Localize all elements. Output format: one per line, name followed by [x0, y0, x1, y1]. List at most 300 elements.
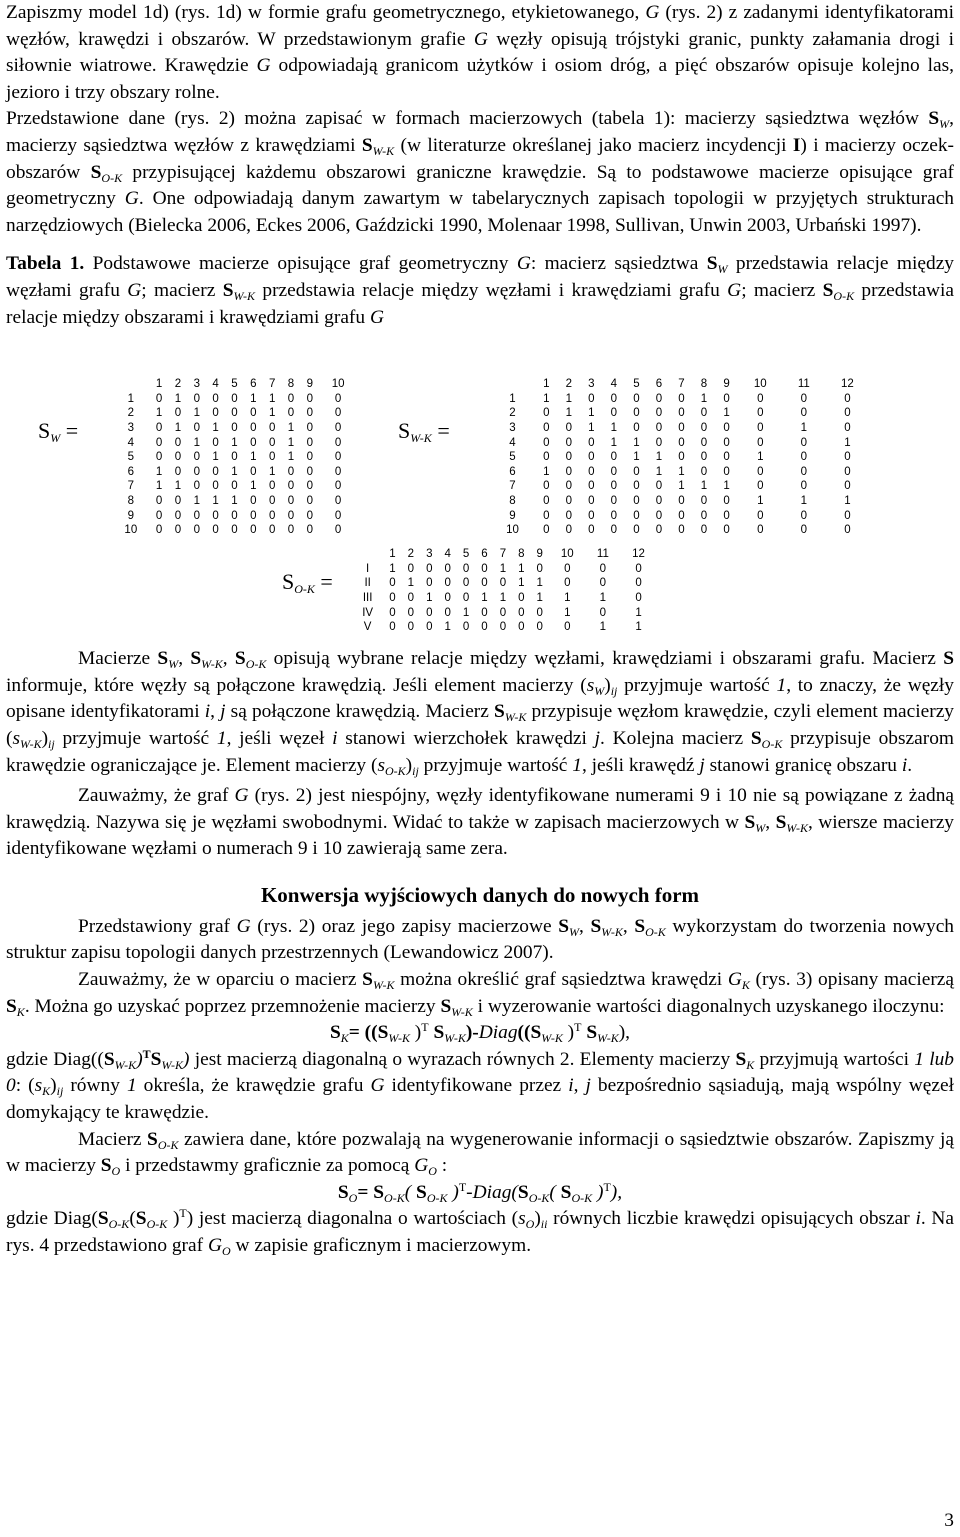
matrix-col-header: 6 [655, 378, 663, 391]
matrix-cell: 0 [633, 465, 640, 478]
matrix-cell: 0 [231, 509, 238, 522]
matrix-cell: 0 [723, 465, 730, 478]
matrix-cell: 0 [250, 495, 257, 508]
matrix-cell: 0 [334, 480, 342, 493]
matrix-cell: 1 [844, 495, 851, 508]
matrix-row-header: 6 [127, 465, 135, 478]
matrix-cell: 1 [268, 392, 276, 405]
matrix-row-header: 10 [124, 524, 138, 537]
matrix-row-header: 9 [509, 509, 516, 522]
matrix-row [490, 494, 870, 509]
matrix-cell: 0 [212, 480, 219, 493]
swk-matrix-table [490, 377, 870, 538]
matrix-cell: 0 [287, 465, 295, 478]
matrix-cell: 0 [250, 465, 257, 478]
matrix-cell: 0 [174, 495, 182, 508]
matrix-cell: 0 [231, 407, 238, 420]
matrix-cell: 1 [800, 495, 808, 508]
matrix-cell: 0 [407, 621, 415, 634]
matrix-row [352, 605, 657, 620]
matrix-corner [352, 547, 383, 562]
matrix-cell: 0 [844, 524, 851, 537]
matrix-cell: 0 [543, 509, 550, 522]
matrix-cell: 0 [250, 407, 257, 420]
matrix-row-header: 10 [506, 524, 519, 537]
matrix-cell: 0 [250, 422, 257, 435]
matrix-col-header: 1 [543, 378, 550, 391]
matrix-cell: 0 [543, 480, 550, 493]
matrix-cell: 0 [844, 509, 851, 522]
matrix-cell: 0 [599, 562, 607, 575]
matrix-cell: 0 [334, 422, 342, 435]
matrix-cell: 0 [543, 524, 550, 537]
section-heading: Konwersja wyjściowych danych do nowych form [260, 882, 700, 907]
matrix-cell: 0 [174, 524, 182, 537]
matrix-cell: 0 [306, 451, 314, 464]
matrix-cell: 0 [610, 509, 618, 522]
matrix-cell: 1 [635, 621, 642, 634]
matrix-cell: 0 [268, 509, 276, 522]
matrix-cell: 0 [334, 495, 342, 508]
matrix-cell: 0 [268, 422, 276, 435]
matrix-cell: 0 [844, 465, 851, 478]
matrix-cell: 0 [462, 621, 470, 634]
matrix-row [490, 465, 870, 480]
matrix-cell: 0 [334, 451, 342, 464]
matrix-row [112, 406, 357, 421]
matrix-row [112, 508, 357, 523]
intro-paragraph-1: Zapiszmy model 1d) (rys. 1d) w formie grafu geometrycznego, etykietowanego, G (rys. 2) z zadanymi identyfikatorami węzłów, krawędzi i obszarów. W przedstawionym grafie G węzły opisują trójstyki granic, punkty załamania drogi i siłownie wiatrowe. Krawędzie G odpowiadają granicom użytków i osiom dróg, a pięć obszarów opisuje kolejno las, jezioro i trzy obszary rolne. [6, 2, 954, 103]
matrix-cell: 0 [407, 606, 415, 619]
matrix-cell: 0 [588, 509, 595, 522]
matrix-cell: 1 [212, 451, 219, 464]
matrix-row [490, 421, 870, 436]
matrix-header-row [352, 547, 657, 562]
matrix-cell: 1 [250, 451, 257, 464]
matrix-cell: 0 [723, 436, 730, 449]
matrix-cell: 0 [610, 465, 618, 478]
matrix-cell: 0 [518, 606, 525, 619]
matrix-row-header: IV [362, 606, 374, 619]
matrix-col-header: 2 [407, 548, 415, 561]
matrix-cell: 0 [536, 606, 543, 619]
matrix-cell: 1 [610, 422, 618, 435]
matrix-row [112, 435, 357, 450]
matrix-row [490, 523, 870, 538]
matrix-cell: 0 [610, 480, 618, 493]
matrix-col-header: 3 [588, 378, 595, 391]
matrix-cell: 1 [193, 436, 200, 449]
matrix-cell: 0 [389, 577, 396, 590]
matrix-row [112, 465, 357, 480]
matrix-cell: 0 [588, 436, 595, 449]
matrix-row-header: 3 [509, 422, 516, 435]
matrix-cell: 0 [462, 562, 470, 575]
matrix-cell: 1 [564, 592, 571, 605]
matrix-cell: 1 [678, 480, 685, 493]
matrix-cell: 1 [155, 407, 163, 420]
matrix-cell: 0 [678, 524, 685, 537]
matrix-cell: 0 [588, 451, 595, 464]
matrix-cell: 0 [543, 495, 550, 508]
matrix-cell: 0 [700, 422, 708, 435]
matrix-cell: 1 [155, 480, 163, 493]
matrix-cell: 0 [444, 577, 451, 590]
matrix-cell: 0 [268, 524, 276, 537]
matrix-cell: 0 [610, 524, 618, 537]
matrix-row-header: 5 [127, 451, 135, 464]
matrix-cell: 0 [481, 577, 488, 590]
matrix-row-header: 2 [509, 407, 516, 420]
matrix-cell: 0 [536, 562, 543, 575]
matrix-row-header: 2 [127, 407, 135, 420]
matrix-cell: 0 [588, 480, 595, 493]
matrix-cell: 0 [250, 509, 257, 522]
matrix-cell: 0 [700, 509, 708, 522]
matrix-cell: 1 [723, 480, 730, 493]
matrix-cell: 0 [536, 621, 543, 634]
matrix-cell: 1 [155, 465, 163, 478]
matrix-cell: 1 [599, 592, 607, 605]
matrix-cell: 1 [588, 407, 595, 420]
matrix-col-header: 4 [444, 548, 451, 561]
matrix-cell: 0 [564, 562, 571, 575]
matrix-row [352, 562, 657, 577]
matrix-cell: 0 [610, 451, 618, 464]
matrix-row [112, 523, 357, 538]
matrix-col-header: 4 [212, 378, 219, 391]
matrix-cell: 0 [306, 465, 314, 478]
matrix-col-header: 9 [723, 378, 730, 391]
matrix-cell: 1 [250, 392, 257, 405]
matrix-row-header: 5 [509, 451, 516, 464]
matrix-cell: 0 [633, 480, 640, 493]
matrix-row-header: 1 [127, 392, 135, 405]
matrix-cell: 0 [565, 509, 573, 522]
matrix-cell: 1 [174, 480, 182, 493]
matrix-cell: 0 [633, 509, 640, 522]
matrix-cell: 0 [426, 562, 433, 575]
matrix-cell: 1 [536, 592, 543, 605]
matrix-cell: 1 [231, 495, 238, 508]
matrix-cell: 0 [389, 621, 396, 634]
paragraph-matrices-description: Macierze $S_W$, $S_{W-K}$, $S_{O-K}$ opisują wybrane relacje między węzłami, krawędziami i obszarami grafu. Macierz S informuje, które węzły są połączone krawędzią. Jeśli element macierzy $(s_W)_{ij}$ przyjmuje wartość 1, to znaczy, że węzły opisane identyfikatorami i, j są połączone krawędzią. Macierz $S_{W-K}$ przypisuje węzłom krawędzie, czyli element macierzy $(s_{W-K})_{ij}$ przyjmuje wartość 1, jeśli węzeł i stanowi wierzchołek krawędzi j. Kolejna macierz $S_{O-K}$ przypisuje obszarom krawędzie ograniczające je. Element macierzy $(s_{O-K})_{ij}$ przyjmuje wartość 1, jeśli krawędź j stanowi granicę obszaru i. [6, 648, 954, 778]
matrix-row [490, 479, 870, 494]
matrix-row [112, 392, 357, 407]
matrix-cell: 1 [231, 436, 238, 449]
matrix-col-header: 7 [678, 378, 685, 391]
matrix-cell: 0 [193, 524, 200, 537]
matrix-col-header: 5 [231, 378, 238, 391]
matrix-cell: 1 [655, 465, 663, 478]
matrix-cell: 0 [723, 524, 730, 537]
matrix-cell: 0 [633, 495, 640, 508]
matrix-cell: 0 [565, 465, 573, 478]
matrix-cell: 1 [723, 407, 730, 420]
matrix-cell: 0 [723, 451, 730, 464]
sw-matrix-table [112, 377, 357, 538]
matrix-cell: 0 [193, 465, 200, 478]
matrix-cell: 0 [800, 480, 808, 493]
matrix-cell: 1 [518, 577, 525, 590]
matrix-cell: 1 [757, 495, 764, 508]
matrix-cell: 1 [174, 392, 182, 405]
sok-matrix-table [352, 547, 657, 635]
matrix-cell: 0 [287, 392, 295, 405]
matrix-col-header: 4 [610, 378, 618, 391]
matrix-cell: 0 [407, 562, 415, 575]
page-number: 3 [944, 1510, 954, 1531]
matrix-cell: 0 [444, 606, 451, 619]
matrix-row [490, 392, 870, 407]
matrix-row-header: 7 [127, 480, 135, 493]
matrix-col-header: 12 [632, 548, 645, 561]
matrix-cell: 0 [655, 480, 663, 493]
matrix-col-header: 5 [633, 378, 640, 391]
matrix-cell: 0 [757, 392, 764, 405]
matrix-cell: 1 [407, 577, 415, 590]
matrix-cell: 1 [633, 451, 640, 464]
matrix-cell: 1 [700, 480, 708, 493]
matrix-cell: 0 [389, 606, 396, 619]
matrix-cell: 0 [306, 480, 314, 493]
matrix-cell: 1 [268, 465, 276, 478]
matrix-cell: 0 [655, 524, 663, 537]
paragraph-diag-so: gdzie $Diag(S_{O-K}(S_{O-K}$ )$^T$) jest macierzą diagonalna o wartościach $(s_O)_{ii}$ równych liczbie krawędzi opisujących obszar i. Na rys. 4 przedstawiono graf $G_O$ w zapisie graficznym i macierzowym. [6, 1206, 954, 1258]
matrix-cell: 0 [518, 592, 525, 605]
matrix-row [112, 450, 357, 465]
matrix-cell: 0 [212, 392, 219, 405]
matrix-cell: 0 [155, 509, 163, 522]
matrix-cell: 0 [444, 562, 451, 575]
matrix-cell: 0 [635, 592, 642, 605]
matrix-cell: 1 [655, 451, 663, 464]
matrix-cell: 0 [588, 495, 595, 508]
matrix-col-header: 8 [287, 378, 295, 391]
matrix-cell: 0 [655, 422, 663, 435]
matrix-cell: 1 [287, 436, 295, 449]
matrix-cell: 0 [844, 407, 851, 420]
matrix-cell: 0 [287, 524, 295, 537]
matrix-cell: 0 [678, 509, 685, 522]
matrix-cell: 0 [565, 524, 573, 537]
matrix-cell: 1 [565, 392, 573, 405]
matrix-cell: 0 [655, 436, 663, 449]
matrix-col-header: 1 [155, 378, 163, 391]
matrix-cell: 0 [193, 422, 200, 435]
matrix-cell: 1 [212, 495, 219, 508]
matrix-header-row [112, 377, 357, 392]
matrix-cell: 0 [268, 436, 276, 449]
matrix-cell: 0 [599, 577, 607, 590]
matrix-cell: 0 [306, 422, 314, 435]
matrix-cell: 0 [633, 524, 640, 537]
matrix-cell: 0 [389, 592, 396, 605]
matrix-cell: 0 [287, 407, 295, 420]
matrix-cell: 0 [565, 451, 573, 464]
matrix-cell: 0 [633, 422, 640, 435]
matrix-cell: 0 [155, 436, 163, 449]
matrix-cell: 0 [757, 436, 764, 449]
matrix-row-header: V [363, 621, 372, 634]
matrix-cell: 0 [462, 577, 470, 590]
matrix-cell: 0 [800, 451, 808, 464]
matrix-cell: 1 [565, 407, 573, 420]
matrix-cell: 0 [543, 407, 550, 420]
matrix-cell: 0 [462, 592, 470, 605]
matrix-col-header: 1 [389, 548, 396, 561]
paragraph-so-matrix: Macierz $S_{O-K}$ zawiera dane, które pozwalają na wygenerowanie informacji o sąsiedztwie obszarów. Zapiszmy ją w macierzy $S_O$ i przedstawmy graficznie za pomocą $G_O$ : [6, 1128, 954, 1179]
matrix-cell: 1 [599, 621, 607, 634]
matrix-cell: 0 [481, 621, 488, 634]
matrix-cell: 0 [565, 436, 573, 449]
matrix-col-header: 6 [250, 378, 257, 391]
matrix-cell: 1 [536, 577, 543, 590]
matrix-cell: 0 [407, 592, 415, 605]
matrix-cell: 0 [287, 509, 295, 522]
matrix-cell: 0 [155, 422, 163, 435]
matrix-cell: 0 [212, 465, 219, 478]
matrix-cell: 1 [287, 422, 295, 435]
matrix-row [112, 479, 357, 494]
matrix-cell: 0 [800, 509, 808, 522]
matrix-cell: 0 [444, 592, 451, 605]
matrix-col-header: 8 [700, 378, 708, 391]
equation-sk: $S_K= ((S_{W-K}$ )$^T$ $S_{W-K})-Diag((S_{W-K}$ )$^T$ $S_{W-K}$), [329, 1020, 631, 1046]
matrix-cell: 0 [174, 436, 182, 449]
matrix-cell: 0 [268, 495, 276, 508]
matrix-cell: 0 [757, 407, 764, 420]
matrix-cell: 0 [306, 407, 314, 420]
matrix-cell: 1 [543, 392, 550, 405]
matrix-row-header: 1 [509, 392, 516, 405]
matrix-col-header: 2 [565, 378, 573, 391]
paragraph-free-nodes: Zauważmy, że graf G (rys. 2) jest niespójny, węzły identyfikowane numerami 9 i 10 nie są powiązane z żadną krawędzią. Nazywa się je węzłami swobodnymi. Widać to także w zapisach macierzowych w $S_W$, $S_{W-K}$, wiersze macierzy identyfikowane węzłami o numerach 9 i 10 zawierają same zera. [6, 785, 954, 860]
matrix-cell: 1 [610, 436, 618, 449]
matrix-cell: 0 [800, 436, 808, 449]
matrix-cell: 0 [231, 451, 238, 464]
matrix-cell: 0 [757, 480, 764, 493]
matrix-cell: 0 [212, 509, 219, 522]
matrix-cell: 0 [723, 422, 730, 435]
matrix-cell: 0 [610, 392, 618, 405]
matrix-row [490, 450, 870, 465]
matrix-row-header: 7 [509, 480, 516, 493]
matrix-cell: 0 [334, 465, 342, 478]
matrix-cell: 0 [250, 524, 257, 537]
matrix-row-header: 6 [509, 465, 516, 478]
matrix-cell: 0 [306, 495, 314, 508]
matrix-cell: 1 [757, 451, 764, 464]
table-caption: Tabela 1. Podstawowe macierze opisujące graf geometryczny G: macierz sąsiedztwa $S_W$ przedstawia relacje między węzłami grafu G; macierz $S_{W-K}$ przedstawia relacje między węzłami i krawędziami grafu G; macierz $S_{O-K}$ przedstawia relacje między obszarami i krawędziami grafu G [6, 253, 955, 328]
matrix-cell: 0 [155, 495, 163, 508]
matrix-cell: 0 [635, 577, 642, 590]
matrix-cell: 0 [212, 436, 219, 449]
matrix-cell: 0 [757, 524, 764, 537]
matrix-cell: 0 [844, 480, 851, 493]
matrix-cell: 0 [678, 392, 685, 405]
matrix-cell: 1 [426, 592, 433, 605]
matrix-cell: 1 [389, 562, 396, 575]
matrix-cell: 1 [499, 562, 507, 575]
matrix-cell: 0 [174, 509, 182, 522]
matrix-row [352, 620, 657, 635]
matrix-cell: 0 [334, 509, 342, 522]
matrix-cell: 1 [499, 592, 507, 605]
matrix-cell: 0 [426, 577, 433, 590]
matrix-cell: 0 [633, 407, 640, 420]
matrix-col-header: 11 [797, 378, 810, 391]
matrix-col-header: 9 [306, 378, 314, 391]
matrix-col-header: 11 [596, 548, 609, 561]
matrix-col-header: 8 [518, 548, 525, 561]
equation-so: $S_O= S_{O-K}$( $S_{O-K}$ )$^T-Diag(S_{O-K}$( $S_{O-K}$ )$^T$), [337, 1179, 623, 1205]
matrix-cell: 0 [678, 422, 685, 435]
matrix-cell: 1 [543, 465, 550, 478]
matrix-cell: 0 [588, 465, 595, 478]
paragraph-conversion-intro: Przedstawiony graf G (rys. 2) oraz jego zapisy macierzowe $S_W$, $S_{W-K}$, $S_{O-K}$ wykorzystam do tworzenia nowych struktur zapisu topologii danych przestrzennych (Lewandowicz 2007). [6, 915, 954, 964]
matrix-cell: 0 [174, 407, 182, 420]
intro-paragraph-2: Przedstawione dane (rys. 2) można zapisać w formach macierzowych (tabela 1): macierzy sąsiedztwa węzłów $S_W$, macierzy sąsiedztwa węzłów z krawędziami $S_{W-K}$ (w literaturze określanej jako macierz incydencji I) i macierzy oczek-obszarów $S_{O-K}$ przypisującej każdemu obszarowi graniczne krawędzie. Są to podstawowe macierze opisujące graf geometryczny G. One odpowiadają danym zawartym w tabelarycznych zapisach topologii w przyjętych strukturach narzędziowych (Bielecka 2006, Eckes 2006, Gaździcki 1990, Molenaar 1998, Sullivan, Unwin 2003, Urbański 1997). [6, 108, 955, 236]
matrix-cell: 0 [678, 436, 685, 449]
matrix-cell: 0 [543, 422, 550, 435]
matrix-cell: 1 [844, 436, 851, 449]
matrix-cell: 0 [212, 407, 219, 420]
matrix-col-header: 10 [753, 378, 767, 391]
matrix-cell: 0 [287, 495, 295, 508]
matrix-row-header: 9 [127, 509, 135, 522]
matrix-cell: 1 [518, 562, 525, 575]
matrix-cell: 0 [212, 524, 219, 537]
sok-matrix-label: $S_{O-K}$ = [282, 569, 333, 596]
matrix-col-header: 10 [560, 548, 574, 561]
matrix-cell: 0 [174, 465, 182, 478]
matrix-row-header: III [362, 592, 373, 605]
matrix-cell: 0 [334, 436, 342, 449]
matrix-cell: 0 [481, 562, 488, 575]
matrix-row-header: 3 [127, 422, 135, 435]
matrix-cell: 1 [564, 606, 571, 619]
matrix-cell: 1 [700, 392, 708, 405]
matrix-cell: 1 [444, 621, 451, 634]
matrix-cell: 1 [800, 422, 808, 435]
matrix-cell: 0 [231, 524, 238, 537]
matrix-cell: 0 [334, 524, 342, 537]
matrix-cell: 0 [174, 451, 182, 464]
matrix-cell: 0 [287, 480, 295, 493]
matrix-cell: 0 [250, 436, 257, 449]
matrix-cell: 0 [306, 509, 314, 522]
matrix-cell: 0 [426, 621, 433, 634]
matrix-cell: 0 [193, 509, 200, 522]
matrix-row-header: 8 [509, 495, 516, 508]
matrix-cell: 0 [700, 465, 708, 478]
matrix-col-header: 2 [174, 378, 182, 391]
matrix-cell: 0 [334, 392, 342, 405]
matrix-cell: 0 [678, 451, 685, 464]
matrix-cell: 0 [678, 495, 685, 508]
matrix-cell: 1 [174, 422, 182, 435]
matrix-col-header: 3 [426, 548, 433, 561]
matrix-cell: 0 [700, 451, 708, 464]
matrix-cell: 0 [655, 509, 663, 522]
matrix-cell: 0 [844, 451, 851, 464]
matrix-cell: 1 [588, 422, 595, 435]
matrix-cell: 0 [155, 392, 163, 405]
matrix-row-header: 4 [509, 436, 516, 449]
matrix-cell: 1 [481, 592, 488, 605]
matrix-cell: 0 [334, 407, 342, 420]
